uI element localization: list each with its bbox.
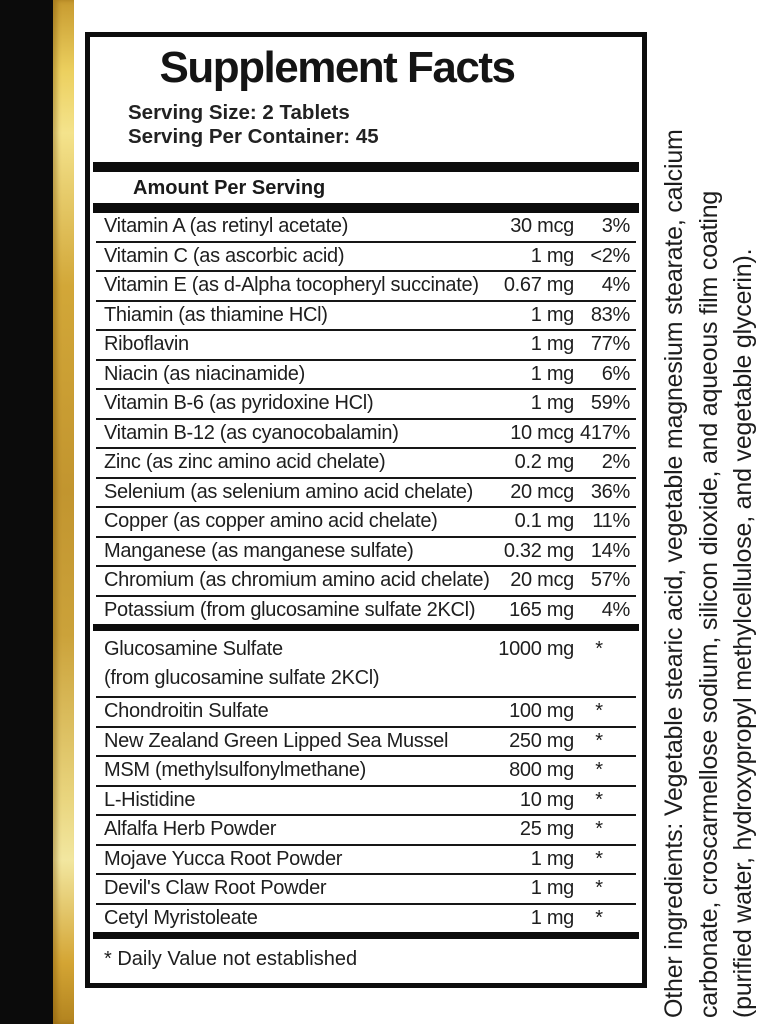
other-ingredients-line-2: carbonate, croscarmellose sodium, silicon dioxide, and aqueous film coating — [694, 190, 723, 1018]
nutrient-dv: 77% — [590, 333, 630, 356]
nutrient-amount: 0.32 mg — [503, 539, 574, 562]
nutrient-dv: 83% — [590, 303, 630, 326]
nutrient-name: Copper (as copper amino acid chelate) — [104, 510, 438, 533]
serving-info — [90, 101, 642, 149]
nutrient-row — [96, 538, 636, 568]
nutrient-row — [96, 698, 636, 728]
nutrient-dv: 11% — [592, 510, 630, 533]
panel-title: Supplement Facts — [159, 43, 515, 92]
nutrient-dv: * — [595, 759, 603, 782]
nutrient-row — [96, 390, 636, 420]
nutrient-name: Chromium (as chromium amino acid chelate) — [104, 569, 490, 592]
nutrient-amount: 1000 mg — [498, 637, 574, 660]
nutrient-name: Niacin (as niacinamide) — [104, 362, 305, 385]
glucosamine-row — [96, 631, 636, 698]
nutrient-name: Vitamin B-6 (as pyridoxine HCl) — [104, 392, 374, 415]
nutrient-row — [96, 243, 636, 273]
nutrient-amount: 1 mg — [530, 392, 574, 415]
nutrient-amount: 1 mg — [530, 303, 574, 326]
nutrient-name: Chondroitin Sulfate — [104, 700, 269, 723]
nutrient-dv: * — [595, 877, 603, 900]
supplement-facts-panel — [85, 32, 647, 988]
daily-value-footnote: * Daily Value not established — [104, 948, 358, 970]
nutrient-dv: 59% — [590, 392, 630, 415]
nutrient-name: Manganese (as manganese sulfate) — [104, 539, 414, 562]
serving-size: Serving Size: 2 Tablets — [128, 101, 350, 124]
nutrient-name: Potassium (from glucosamine sulfate 2KCl) — [104, 598, 476, 621]
nutrient-row — [96, 508, 636, 538]
nutrient-row — [96, 816, 636, 846]
nutrient-dv: 6% — [601, 362, 630, 385]
nutrient-amount: 20 mcg — [510, 569, 574, 592]
nutrient-row — [96, 449, 636, 479]
nutrient-row — [96, 361, 636, 391]
nutrient-name: Alfalfa Herb Powder — [104, 818, 277, 841]
amount-per-serving-header: Amount Per Serving — [133, 177, 326, 199]
nutrient-dv: * — [595, 788, 603, 811]
nutrient-name: Vitamin C (as ascorbic acid) — [104, 244, 345, 267]
nutrient-name: L-Histidine — [104, 788, 196, 811]
nutrient-amount: 1 mg — [530, 333, 574, 356]
nutrient-name: MSM (methylsulfonylmethane) — [104, 759, 366, 782]
nutrient-row — [96, 728, 636, 758]
nutrient-amount: 0.67 mg — [503, 274, 574, 297]
serving-per-container: Serving Per Container: 45 — [128, 125, 379, 148]
nutrient-row — [96, 331, 636, 361]
nutrient-name: Mojave Yucca Root Powder — [104, 847, 343, 870]
nutrient-row — [96, 213, 636, 243]
nutrient-amount: 20 mcg — [510, 480, 574, 503]
nutrient-dv: * — [595, 906, 603, 929]
nutrient-dv: 36% — [590, 480, 630, 503]
divider-bar — [93, 624, 639, 631]
nutrient-name: Thiamin (as thiamine HCl) — [104, 303, 328, 326]
nutrient-name: Devil's Claw Root Powder — [104, 877, 327, 900]
nutrient-row — [96, 479, 636, 509]
nutrient-subname: (from glucosamine sulfate 2KCl) — [104, 667, 380, 689]
nutrient-dv: 4% — [601, 274, 630, 297]
nutrient-amount: 100 mg — [509, 700, 574, 723]
nutrient-name: Vitamin A (as retinyl acetate) — [104, 215, 349, 238]
nutrient-dv: * — [595, 847, 603, 870]
nutrient-name: Cetyl Myristoleate — [104, 906, 258, 929]
divider-bar — [93, 203, 639, 213]
nutrient-dv: 4% — [601, 598, 630, 621]
nutrient-amount: 30 mcg — [510, 215, 574, 238]
nutrient-amount: 250 mg — [509, 729, 574, 752]
other-ingredients-line-3: (purified water, hydroxypropyl methylcellulose, and vegetable glycerin). — [729, 248, 757, 1018]
nutrient-amount: 1 mg — [530, 906, 574, 929]
nutrient-name: Selenium (as selenium amino acid chelate) — [104, 480, 473, 503]
nutrient-dv: 3% — [601, 215, 630, 238]
nutrient-amount: 1 mg — [530, 362, 574, 385]
left-gold-stripe — [53, 0, 74, 1024]
nutrient-name: New Zealand Green Lipped Sea Mussel — [104, 729, 449, 752]
nutrient-name: Zinc (as zinc amino acid chelate) — [104, 451, 386, 474]
nutrient-amount: 1 mg — [530, 847, 574, 870]
nutrient-amount: 10 mcg — [510, 421, 574, 444]
other-ingredients-vertical-text — [657, 0, 761, 1024]
nutrient-row — [96, 272, 636, 302]
nutrient-amount: 10 mg — [519, 788, 574, 811]
nutrient-dv: <2% — [590, 244, 630, 267]
nutrient-row — [96, 597, 636, 625]
nutrient-amount: 1 mg — [530, 877, 574, 900]
nutrient-dv: * — [595, 700, 603, 723]
nutrient-name: Riboflavin — [104, 333, 189, 356]
divider-bar — [93, 162, 639, 172]
nutrient-table — [96, 213, 636, 624]
nutrient-dv: 2% — [601, 451, 630, 474]
other-ingredients-line-1: Other ingredients: Vegetable stearic acid, vegetable magnesium stearate, calcium — [660, 129, 688, 1018]
nutrient-row — [96, 567, 636, 597]
nutrient-dv: 57% — [590, 569, 630, 592]
nutrient-name: Glucosamine Sulfate — [104, 637, 283, 660]
nutrient-row — [96, 846, 636, 876]
nutrient-name: Vitamin E (as d-Alpha tocopheryl succinate) — [104, 274, 479, 297]
nutrient-row — [96, 905, 636, 933]
nutrient-amount: 0.2 mg — [514, 451, 574, 474]
nutrient-amount: 25 mg — [519, 818, 574, 841]
nutrient-amount: 800 mg — [509, 759, 574, 782]
nutrient-name: Vitamin B-12 (as cyanocobalamin) — [104, 421, 399, 444]
nutrient-row — [96, 757, 636, 787]
nutrient-row — [96, 302, 636, 332]
nutrient-row — [96, 787, 636, 817]
nutrient-row — [96, 875, 636, 905]
botanical-table — [96, 698, 636, 932]
nutrient-row — [96, 420, 636, 450]
nutrient-dv: * — [595, 729, 603, 752]
nutrient-amount: 165 mg — [509, 598, 574, 621]
divider-bar — [93, 932, 639, 939]
nutrient-dv: 417% — [580, 421, 630, 444]
nutrient-amount: 1 mg — [530, 244, 574, 267]
left-black-stripe — [0, 0, 53, 1024]
nutrient-dv: * — [595, 637, 603, 660]
nutrient-dv: * — [595, 818, 603, 841]
nutrient-dv: 14% — [590, 539, 630, 562]
nutrient-amount: 0.1 mg — [514, 510, 574, 533]
